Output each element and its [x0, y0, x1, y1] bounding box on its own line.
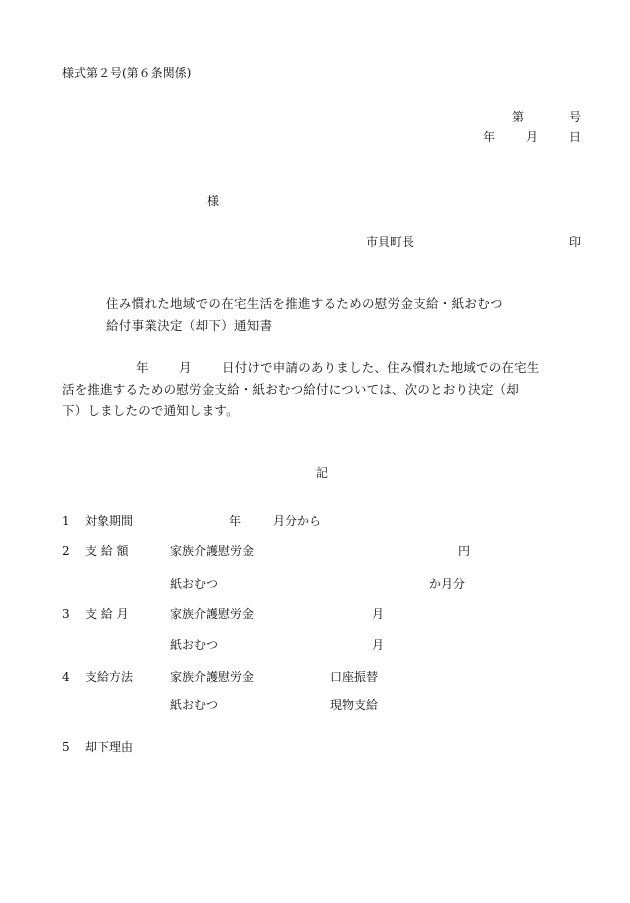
amount-diapers: 紙おむつ	[170, 577, 219, 591]
date-day: 日	[569, 130, 582, 144]
month-caregiver-allowance: 家族介護慰労金	[170, 607, 255, 621]
method-bank-transfer: 口座振替	[330, 670, 379, 684]
method-diapers: 紙おむつ	[170, 698, 219, 712]
period-year: 年	[229, 514, 242, 528]
doc-number-suffix: 号	[569, 110, 582, 124]
amount-months-unit: か月分	[429, 577, 466, 591]
item-label-rejection-reason: 却下理由	[85, 740, 134, 754]
body-month: 月	[179, 360, 192, 375]
month-unit-2: 月	[372, 638, 385, 652]
item-label-month: 支 給 月	[85, 607, 129, 621]
document-title-line-2: 給付事業決定（却下）通知書	[106, 318, 273, 333]
date-month: 月	[526, 130, 539, 144]
month-unit-1: 月	[372, 607, 385, 621]
amount-yen-unit: 円	[458, 544, 471, 558]
sender-title: 市貝町長	[366, 235, 415, 249]
method-caregiver-allowance: 家族介護慰労金	[170, 670, 255, 684]
body-line-1: 日付けで申請のありました、住み慣れた地域での在宅生	[222, 360, 540, 375]
addressee-suffix: 様	[207, 194, 220, 208]
doc-number-prefix: 第	[512, 110, 525, 124]
item-label-method: 支給方法	[85, 670, 134, 684]
item-number: 3	[62, 607, 70, 621]
item-number: 4	[62, 670, 70, 684]
amount-caregiver-allowance: 家族介護慰労金	[170, 544, 255, 558]
period-month-from: 月分から	[273, 514, 322, 528]
document-title-line-1: 住み慣れた地域での在宅生活を推進するための慰労金支給・紙おむつ	[106, 296, 503, 311]
month-diapers: 紙おむつ	[170, 638, 219, 652]
item-label-amount: 支 給 額	[85, 544, 129, 558]
item-label-period: 対象期間	[85, 514, 134, 528]
item-number: 2	[62, 544, 70, 558]
body-line-3: 下）しましたので通知します。	[62, 403, 239, 418]
method-in-kind: 現物支給	[330, 698, 379, 712]
date-year: 年	[483, 130, 496, 144]
item-number: 5	[62, 740, 70, 754]
ki-heading: 記	[316, 466, 329, 480]
form-number: 様式第２号(第６条関係)	[62, 66, 192, 80]
seal-mark: 印	[569, 235, 582, 249]
body-year: 年	[136, 360, 149, 375]
body-line-2: 活を推進するための慰労金支給・紙おむつ給付については、次のとおり決定（却	[62, 382, 519, 397]
item-number: 1	[62, 514, 70, 528]
